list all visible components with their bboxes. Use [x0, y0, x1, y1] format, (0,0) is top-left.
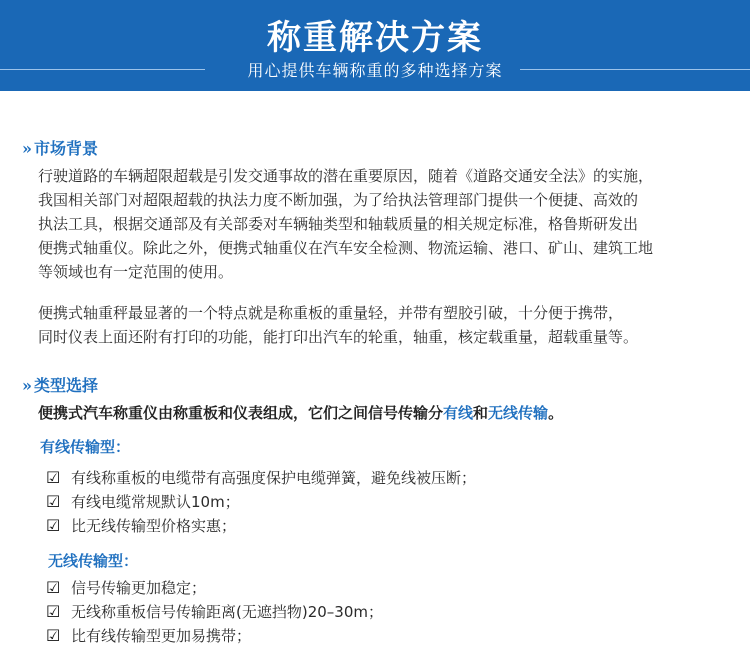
lead-and: 和 — [473, 404, 489, 422]
wireless-type-label: 无线传输型： — [48, 552, 139, 570]
checkbox-checked-icon: ☑ — [46, 492, 61, 511]
header-banner — [0, 0, 750, 91]
chevron-right-icon: » — [22, 139, 32, 158]
page-subtitle: 用心提供车辆称重的多种选择方案 — [239, 58, 510, 81]
paragraph-line: 同时仪表上面还附有打印的功能，能打印出汽车的轮重，轴重，核定载重量，超载重量等。 — [38, 328, 639, 346]
checkbox-checked-icon: ☑ — [46, 578, 61, 597]
item-text: 无线称重板信号传输距离(无遮挡物)20–30m； — [71, 603, 383, 621]
wired-item — [46, 515, 236, 537]
checkbox-checked-icon: ☑ — [46, 516, 61, 535]
wired-item — [46, 491, 240, 513]
market-heading — [22, 136, 98, 159]
paragraph-line: 我国相关部门对超限超载的执法力度不断加强，为了给执法管理部门提供一个便捷、高效的 — [38, 191, 639, 209]
types-heading — [22, 373, 98, 396]
item-text: 有线称重板的电缆带有高强度保护电缆弹簧，避免线被压断； — [71, 469, 477, 487]
wired-item — [46, 467, 476, 489]
paragraph-line: 等领域也有一定范围的使用。 — [38, 263, 234, 281]
lead-text: 便携式汽车称重仪由称重板和仪表组成，它们之间信号传输分 — [38, 404, 444, 422]
item-text: 信号传输更加稳定； — [71, 579, 207, 597]
chevron-right-icon: » — [22, 376, 32, 395]
checkbox-checked-icon: ☑ — [46, 468, 61, 487]
wireless-item — [46, 601, 383, 623]
wireless-item — [46, 577, 206, 599]
market-paragraph-2 — [38, 301, 718, 349]
page-subtitle-wrap — [0, 58, 750, 81]
lead-suffix: 。 — [548, 404, 564, 422]
wireless-item — [46, 625, 251, 647]
paragraph-line: 便携式轴重仪。除此之外，便携式轴重仪在汽车安全检测、物流运输、港口、矿山、建筑工地 — [38, 239, 654, 257]
market-heading-text: 市场背景 — [34, 139, 99, 158]
checkbox-checked-icon: ☑ — [46, 602, 61, 621]
wired-type-label: 有线传输型： — [40, 438, 131, 456]
market-paragraph-1 — [38, 164, 718, 284]
types-lead — [38, 402, 563, 423]
lead-wireless-highlight: 无线传输 — [488, 404, 549, 422]
item-text: 比无线传输型价格实惠； — [71, 517, 237, 535]
lead-wired-highlight: 有线 — [443, 404, 474, 422]
paragraph-line: 行驶道路的车辆超限超载是引发交通事故的潜在重要原因，随着《道路交通安全法》的实施， — [38, 167, 654, 185]
checkbox-checked-icon: ☑ — [46, 626, 61, 645]
types-heading-text: 类型选择 — [34, 376, 99, 395]
paragraph-line: 便携式轴重秤最显著的一个特点就是称重板的重量轻，并带有塑胶引破，十分便于携带， — [38, 304, 624, 322]
paragraph-line: 执法工具，根据交通部及有关部委对车辆轴类型和轴载质量的相关规定标准，格鲁斯研发出 — [38, 215, 639, 233]
item-text: 比有线传输型更加易携带； — [71, 627, 252, 645]
item-text: 有线电缆常规默认10m； — [71, 493, 240, 511]
page-title: 称重解决方案 — [267, 18, 483, 58]
